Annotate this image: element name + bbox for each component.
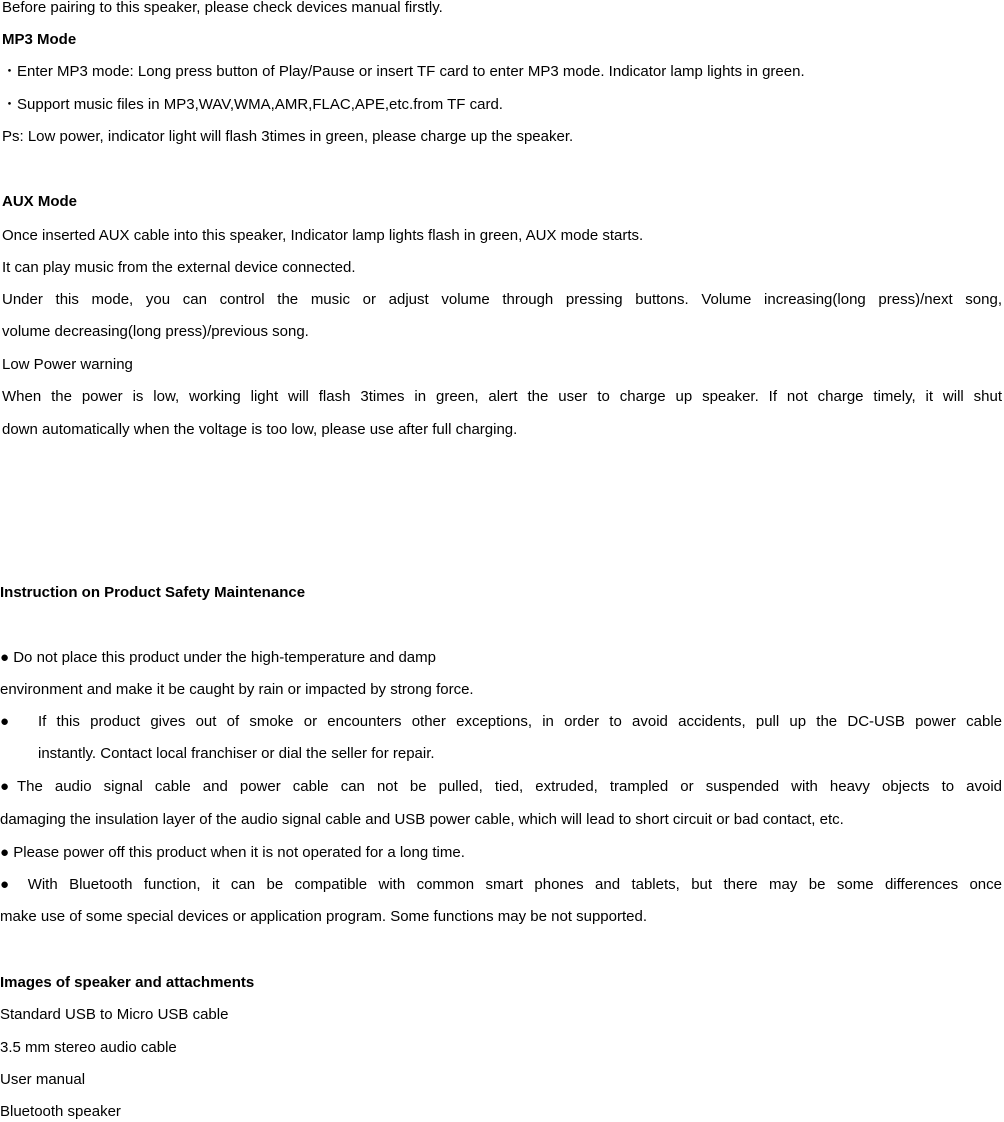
safety-item-2-line-2: instantly. Contact local franchiser or dial the seller for repair.: [38, 745, 435, 762]
intro-text: Before pairing to this speaker, please check devices manual firstly.: [2, 0, 443, 16]
attachment-item: Bluetooth speaker: [0, 1103, 121, 1120]
safety-item-5-line-1: ● With Bluetooth function, it can be compatible with common smart phones and tablets, but there may be some differences once: [0, 876, 1002, 893]
low-power-line-2: down automatically when the voltage is too low, please use after full charging.: [2, 421, 518, 438]
safety-item-2-line-1: If this product gives out of smoke or encounters other exceptions, in order to avoid accidents, pull up the DC-USB power cable: [38, 713, 1002, 730]
attachment-item: User manual: [0, 1071, 86, 1088]
safety-item-3-line-1: ●The audio signal cable and power cable can not be pulled, tied, extruded, trampled or suspended with heavy objects to avoid: [0, 778, 1002, 795]
mp3-bullet-enter: ・Enter MP3 mode: Long press button of Play/Pause or insert TF card to enter MP3 mode. Indicator lamp lights in green.: [2, 63, 805, 80]
safety-item-5-line-2: make use of some special devices or application program. Some functions may be not supported.: [0, 908, 648, 925]
safety-heading: Instruction on Product Safety Maintenance: [0, 584, 306, 601]
low-power-title: Low Power warning: [2, 356, 133, 373]
safety-item-1-line-2: environment and make it be caught by rain or impacted by strong force.: [0, 681, 474, 698]
mp3-bullet-support: ・Support music files in MP3,WAV,WMA,AMR,FLAC,APE,etc.from TF card.: [2, 96, 503, 113]
aux-paragraph-3-line-2: volume decreasing(long press)/previous song.: [2, 323, 309, 340]
safety-item-4: ● Please power off this product when it is not operated for a long time.: [0, 844, 465, 861]
attachment-item: Standard USB to Micro USB cable: [0, 1006, 229, 1023]
safety-item-3-line-2: damaging the insulation layer of the audio signal cable and USB power cable, which will lead to short circuit or bad contact, etc.: [0, 811, 844, 828]
aux-paragraph-3-line-1: Under this mode, you can control the music or adjust volume through pressing buttons. Volume increasing(long press)/next song,: [2, 291, 1002, 308]
low-power-line-1: When the power is low, working light will flash 3times in green, alert the user to charge up speaker. If not charge timely, it will shut: [2, 388, 1002, 405]
safety-item-2-bullet: ●: [0, 713, 10, 730]
aux-paragraph-2: It can play music from the external device connected.: [2, 259, 356, 276]
attachment-item: 3.5 mm stereo audio cable: [0, 1039, 177, 1056]
attachments-heading: Images of speaker and attachments: [0, 974, 255, 991]
aux-heading: AUX Mode: [2, 193, 77, 210]
mp3-heading: MP3 Mode: [2, 31, 77, 48]
mp3-ps-note: Ps: Low power, indicator light will flash 3times in green, please charge up the speaker.: [2, 128, 574, 145]
safety-item-1-line-1: ● Do not place this product under the high-temperature and damp: [0, 649, 436, 666]
aux-paragraph-1: Once inserted AUX cable into this speaker, Indicator lamp lights flash in green, AUX mode starts.: [2, 227, 644, 244]
